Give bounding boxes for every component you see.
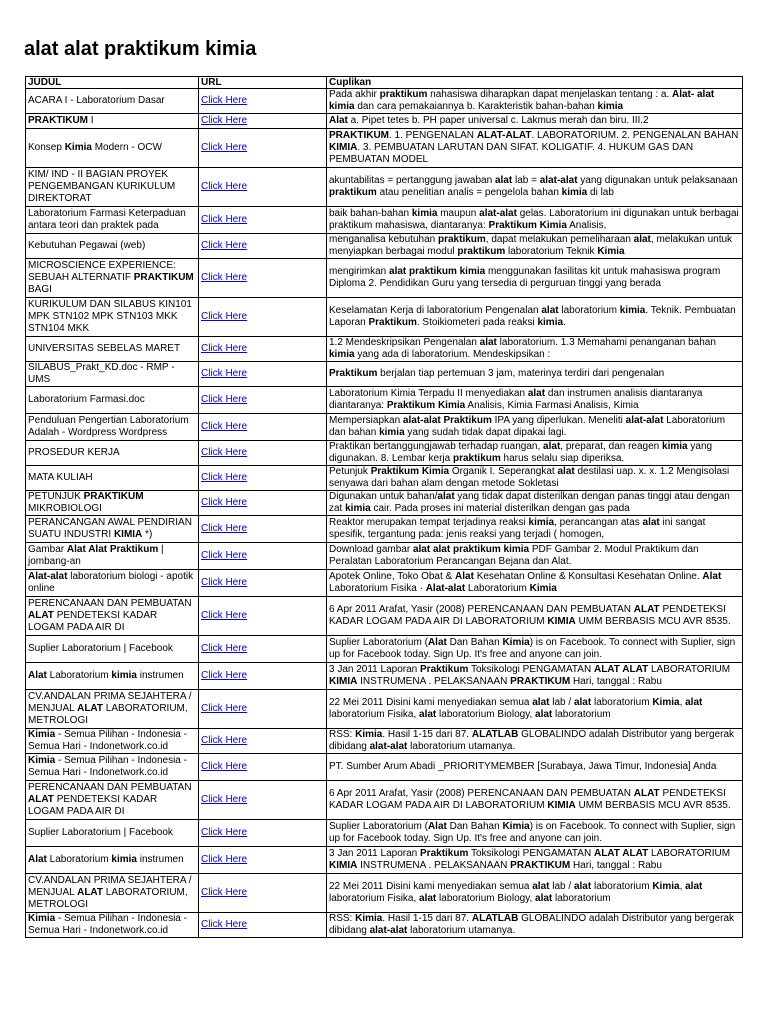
row-title: ACARA I - Laboratorium Dasar [26, 89, 199, 114]
row-snippet: RSS: Kimia. Hasil 1-15 dari 87. ALATLAB GLOBALINDO adalah Distributor yang bergerak dibidang alat-alat laboratorium utamanya. [327, 729, 743, 754]
row-snippet: Mempersiapkan alat-alat Praktikum IPA yang diperlukan. Meneliti alat-alat Laboratorium dan bahan kimia yang sudah tidak dapat dipakai lagi. [327, 414, 743, 441]
row-title: PROSEDUR KERJA [26, 441, 199, 466]
click-here-link[interactable]: Click Here [201, 670, 248, 681]
row-title: Gambar Alat Alat Praktikum | jombang-an [26, 543, 199, 570]
header-url: URL [199, 77, 327, 89]
row-snippet: PT. Sumber Arum Abadi _PRIORITYMEMBER [Surabaya, Jawa Timur, Indonesia] Anda [327, 754, 743, 781]
row-snippet: Suplier Laboratorium (Alat Dan Bahan Kimia) is on Facebook. To connect with Suplier, sign up for Facebook today. Sign Up. It's free and anyone can join. [327, 636, 743, 663]
header-cuplikan: Cuplikan [327, 77, 743, 89]
table-row [26, 387, 743, 414]
click-here-link[interactable]: Click Here [201, 577, 248, 588]
row-snippet: Digunakan untuk bahan/alat yang tidak dapat disterilkan dengan panas tinggi atau dengan zat kimia cair. Pada proses ini material disterilkan dengan gas pada [327, 491, 743, 516]
row-title: Alat Laboratorium kimia instrumen [26, 663, 199, 690]
row-url-cell [199, 636, 327, 663]
click-here-link[interactable]: Click Here [201, 643, 248, 654]
row-url-cell [199, 690, 327, 729]
table-row [26, 234, 743, 259]
row-title: PERANCANGAN AWAL PENDIRIAN SUATU INDUSTRI KIMIA *) [26, 516, 199, 543]
row-snippet: 6 Apr 2011 Arafat, Yasir (2008) PERENCANAAN DAN PEMBUATAN ALAT PENDETEKSI KADAR LOGAM PADA AIR DI LABORATORIUM KIMIA UMM BERBASIS MCU AVR 8535. [327, 781, 743, 820]
row-title: Alat Laboratorium kimia instrumen [26, 847, 199, 874]
table-row [26, 129, 743, 168]
row-snippet: 22 Mei 2011 Disini kami menyediakan semua alat lab / alat laboratorium Kimia, alat laboratorium Fisika, alat laboratorium Biology, alat laboratorium [327, 874, 743, 913]
row-url-cell [199, 362, 327, 387]
table-row [26, 874, 743, 913]
row-title: Suplier Laboratorium | Facebook [26, 636, 199, 663]
row-title: Kebutuhan Pegawai (web) [26, 234, 199, 259]
row-url-cell [199, 729, 327, 754]
row-url-cell [199, 820, 327, 847]
click-here-link[interactable]: Click Here [201, 497, 248, 508]
row-url-cell [199, 114, 327, 129]
row-url-cell [199, 168, 327, 207]
click-here-link[interactable]: Click Here [201, 610, 248, 621]
click-here-link[interactable]: Click Here [201, 703, 248, 714]
row-title: MATA KULIAH [26, 466, 199, 491]
page-title: alat alat praktikum kimia [24, 38, 257, 60]
table-row [26, 543, 743, 570]
click-here-link[interactable]: Click Here [201, 240, 248, 251]
row-snippet: Pada akhir praktikum nahasiswa diharapkan dapat menjelaskan tentang : a. Alat- alat kimia dan cara pemakaiannya b. Karakteristik bahan-bahan kimia [327, 89, 743, 114]
row-title: Laboratorium Farmasi Keterpaduan antara teori dan praktek pada [26, 207, 199, 234]
table-row [26, 259, 743, 298]
table-row [26, 298, 743, 337]
row-title: PRAKTIKUM I [26, 114, 199, 129]
click-here-link[interactable]: Click Here [201, 827, 248, 838]
row-url-cell [199, 414, 327, 441]
click-here-link[interactable]: Click Here [201, 761, 248, 772]
table-row [26, 597, 743, 636]
click-here-link[interactable]: Click Here [201, 472, 248, 483]
click-here-link[interactable]: Click Here [201, 735, 248, 746]
row-url-cell [199, 259, 327, 298]
table-row [26, 729, 743, 754]
row-snippet: Alat a. Pipet tetes b. PH paper universal c. Lakmus merah dan biru. III.2 [327, 114, 743, 129]
table-row [26, 441, 743, 466]
row-title: CV.ANDALAN PRIMA SEJAHTERA / MENJUAL ALAT LABORATORIUM, METROLOGI [26, 874, 199, 913]
table-header-row [26, 77, 743, 89]
row-title: UNIVERSITAS SEBELAS MARET [26, 337, 199, 362]
row-url-cell [199, 597, 327, 636]
click-here-link[interactable]: Click Here [201, 919, 248, 930]
row-url-cell [199, 491, 327, 516]
click-here-link[interactable]: Click Here [201, 368, 248, 379]
row-snippet: 6 Apr 2011 Arafat, Yasir (2008) PERENCANAAN DAN PEMBUATAN ALAT PENDETEKSI KADAR LOGAM PADA AIR DI LABORATORIUM KIMIA UMM BERBASIS MCU AVR 8535. [327, 597, 743, 636]
click-here-link[interactable]: Click Here [201, 421, 248, 432]
table-row [26, 114, 743, 129]
table-row [26, 337, 743, 362]
table-row [26, 570, 743, 597]
row-title: Konsep Kimia Modern - OCW [26, 129, 199, 168]
row-title: KURIKULUM DAN SILABUS KIN101 MPK STN102 MPK STN103 MKK STN104 MKK [26, 298, 199, 337]
row-title: Kimia - Semua Pilihan - Indonesia - Semua Hari - Indonetwork.co.id [26, 754, 199, 781]
click-here-link[interactable]: Click Here [201, 95, 248, 106]
row-title: Alat-alat laboratorium biologi - apotik online [26, 570, 199, 597]
table-row [26, 847, 743, 874]
row-url-cell [199, 663, 327, 690]
click-here-link[interactable]: Click Here [201, 142, 248, 153]
table-row [26, 516, 743, 543]
click-here-link[interactable]: Click Here [201, 447, 248, 458]
row-url-cell [199, 847, 327, 874]
row-url-cell [199, 207, 327, 234]
table-row [26, 820, 743, 847]
row-url-cell [199, 874, 327, 913]
row-url-cell [199, 234, 327, 259]
row-snippet: 3 Jan 2011 Laporan Praktikum Toksikologi PENGAMATAN ALAT ALAT LABORATORIUM KIMIA INSTRUMENA . PELAKSANAAN PRAKTIKUM Hari, tanggal : Rabu [327, 847, 743, 874]
row-title: SILABUS_Prakt_KD.doc - RMP - UMS [26, 362, 199, 387]
table-row [26, 663, 743, 690]
row-title: Kimia - Semua Pilihan - Indonesia - Semua Hari - Indonetwork.co.id [26, 729, 199, 754]
row-url-cell [199, 913, 327, 938]
click-here-link[interactable]: Click Here [201, 887, 248, 898]
row-snippet: Keselamatan Kerja di laboratorium Pengenalan alat laboratorium kimia. Teknik. Pembuatan Laporan Praktikum. Stoikiometeri pada reaksi kimia. [327, 298, 743, 337]
row-snippet: baik bahan-bahan kimia maupun alat-alat gelas. Laboratorium ini digunakan untuk berbagai praktikum mahasiswa, diantaranya: Praktikum Kimia Analisis, [327, 207, 743, 234]
row-url-cell [199, 781, 327, 820]
click-here-link[interactable]: Click Here [201, 214, 248, 225]
row-url-cell [199, 337, 327, 362]
row-url-cell [199, 387, 327, 414]
click-here-link[interactable]: Click Here [201, 115, 248, 126]
row-title: MICROSCIENCE EXPERIENCE: SEBUAH ALTERNATIF PRAKTIKUM BAGI [26, 259, 199, 298]
click-here-link[interactable]: Click Here [201, 343, 248, 354]
row-snippet: menganalisa kebutuhan praktikum, dapat melakukan pemeliharaan alat, melakukan untuk menyiapkan berbagai modul praktikum laboratorium Teknik Kimia [327, 234, 743, 259]
click-here-link[interactable]: Click Here [201, 181, 248, 192]
row-url-cell [199, 89, 327, 114]
table-row [26, 690, 743, 729]
row-url-cell [199, 466, 327, 491]
table-row [26, 466, 743, 491]
row-url-cell [199, 298, 327, 337]
row-snippet: Suplier Laboratorium (Alat Dan Bahan Kimia) is on Facebook. To connect with Suplier, sign up for Facebook today. Sign Up. It's free and anyone can join. [327, 820, 743, 847]
row-snippet: akuntabilitas = pertanggung jawaban alat lab = alat-alat yang digunakan untuk pelaksanaan praktikum atau penelitian analis = pengelola bahan kimia di lab [327, 168, 743, 207]
click-here-link[interactable]: Click Here [201, 854, 248, 865]
table-row [26, 491, 743, 516]
header-judul: JUDUL [26, 77, 199, 89]
table-row [26, 362, 743, 387]
table-row [26, 207, 743, 234]
row-url-cell [199, 129, 327, 168]
row-title: Laboratorium Farmasi.doc [26, 387, 199, 414]
row-url-cell [199, 516, 327, 543]
row-snippet: Reaktor merupakan tempat terjadinya reaksi kimia, perancangan atas alat ini sangat spesifik, tergantung pada: jenis reaksi yang terjadi ( homogen, [327, 516, 743, 543]
table-row [26, 754, 743, 781]
row-title: Suplier Laboratorium | Facebook [26, 820, 199, 847]
row-url-cell [199, 754, 327, 781]
row-title: PETUNJUK PRAKTIKUM MIKROBIOLOGI [26, 491, 199, 516]
row-title: KIM/ IND - II BAGIAN PROYEK PENGEMBANGAN KURIKULUM DIREKTORAT [26, 168, 199, 207]
table-row [26, 168, 743, 207]
table-row [26, 89, 743, 114]
row-title: Kimia - Semua Pilihan - Indonesia - Semua Hari - Indonetwork.co.id [26, 913, 199, 938]
click-here-link[interactable]: Click Here [201, 272, 248, 283]
row-title: Penduluan Pengertian Laboratorium Adalah - Wordpress Wordpress [26, 414, 199, 441]
row-snippet: Praktikan bertanggungjawab terhadap ruangan, alat, preparat, dan reagen kimia yang digunakan. 8. Lembar kerja praktikum harus selalu siap diperiksa. [327, 441, 743, 466]
row-snippet: Apotek Online, Toko Obat & Alat Kesehatan Online & Konsultasi Kesehatan Online. Alat Laboratorium Fisika · Alat-alat Laboratorium Kimia [327, 570, 743, 597]
click-here-link[interactable]: Click Here [201, 523, 248, 534]
row-snippet: PRAKTIKUM. 1. PENGENALAN ALAT-ALAT. LABORATORIUM. 2. PENGENALAN BAHAN KIMIA. 3. PEMBUATAN LARUTAN DAN SIFAT. KOLIGATIF. 4. HUKUM GAS DAN PEMBUATAN MODEL [327, 129, 743, 168]
row-title: PERENCANAAN DAN PEMBUATAN ALAT PENDETEKSI KADAR LOGAM PADA AIR DI [26, 781, 199, 820]
row-title: CV.ANDALAN PRIMA SEJAHTERA / MENJUAL ALAT LABORATORIUM, METROLOGI [26, 690, 199, 729]
row-snippet: Laboratorium Kimia Terpadu II menyediakan alat dan instrumen analisis diantaranya diantaranya: Praktikum Kimia Analisis, Kimia Farmasi Analisis, Kimia [327, 387, 743, 414]
table-row [26, 414, 743, 441]
row-snippet: 22 Mei 2011 Disini kami menyediakan semua alat lab / alat laboratorium Kimia, alat laboratorium Fisika, alat laboratorium Biology, alat laboratorium [327, 690, 743, 729]
table-row [26, 636, 743, 663]
click-here-link[interactable]: Click Here [201, 794, 248, 805]
click-here-link[interactable]: Click Here [201, 394, 248, 405]
row-snippet: Download gambar alat alat praktikum kimia PDF Gambar 2. Modul Praktikum dan Peralatan Laboratorium Perancangan Bejana dan Alat. [327, 543, 743, 570]
click-here-link[interactable]: Click Here [201, 550, 248, 561]
row-url-cell [199, 441, 327, 466]
row-snippet: Petunjuk Praktikum Kimia Organik I. Seperangkat alat destilasi uap. x. x. 1.2 Mengisolasi senyawa dari bahan alam dengan metode Sokletasi [327, 466, 743, 491]
row-snippet: Praktikum berjalan tiap pertemuan 3 jam, materinya terdiri dari pengenalan [327, 362, 743, 387]
row-snippet: mengirimkan alat praktikum kimia menggunakan fasilitas kit untuk mahasiswa program Diploma 2. Pendidikan Guru yang tersedia di perguruan tinggi yang berada [327, 259, 743, 298]
row-snippet: 1.2 Mendeskripsikan Pengenalan alat laboratorium. 1.3 Memahami penanganan bahan kimia yang ada di laboratorium. Mendeskipsikan : [327, 337, 743, 362]
table-row [26, 913, 743, 938]
row-title: PERENCANAAN DAN PEMBUATAN ALAT PENDETEKSI KADAR LOGAM PADA AIR DI [26, 597, 199, 636]
results-table [25, 76, 743, 938]
row-url-cell [199, 570, 327, 597]
click-here-link[interactable]: Click Here [201, 311, 248, 322]
row-url-cell [199, 543, 327, 570]
row-snippet: 3 Jan 2011 Laporan Praktikum Toksikologi PENGAMATAN ALAT ALAT LABORATORIUM KIMIA INSTRUMENA . PELAKSANAAN PRAKTIKUM Hari, tanggal : Rabu [327, 663, 743, 690]
table-row [26, 781, 743, 820]
row-snippet: RSS: Kimia. Hasil 1-15 dari 87. ALATLAB GLOBALINDO adalah Distributor yang bergerak dibidang alat-alat laboratorium utamanya. [327, 913, 743, 938]
